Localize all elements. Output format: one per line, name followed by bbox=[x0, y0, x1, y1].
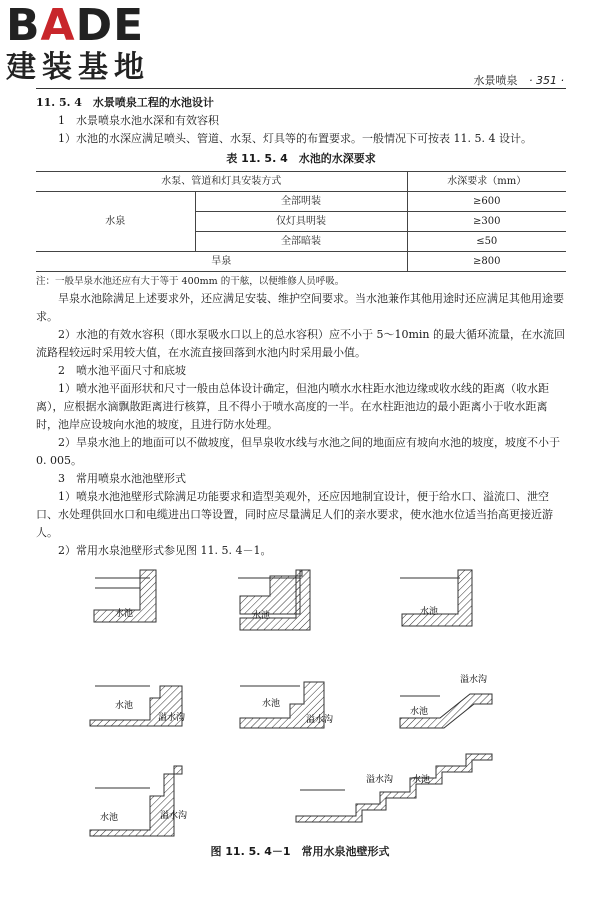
table-group-cell: 水泉 bbox=[36, 192, 195, 252]
table-cell: ≥600 bbox=[407, 192, 566, 212]
table-row bbox=[36, 192, 566, 212]
wall-diagram-d bbox=[90, 686, 185, 726]
pool-label: 水池 bbox=[252, 611, 271, 621]
table-cell: 全部暗装 bbox=[195, 232, 407, 252]
pool-label: 水池 bbox=[115, 701, 134, 711]
table-header-cell: 水深要求（mm） bbox=[407, 172, 566, 192]
gutter-label: 溢水沟 bbox=[306, 715, 334, 725]
wall-diagram-h bbox=[296, 754, 492, 822]
paragraph-5: 2）旱泉水池上的地面可以不做坡度，但旱泉收水线与水池之间的地面应有坡向水池的坡度，坡度不小于 0. 005。 bbox=[36, 436, 560, 467]
pool-label: 水池 bbox=[115, 609, 134, 619]
table-row bbox=[36, 252, 566, 272]
section-title: 11. 5. 4 水景喷泉工程的水池设计 bbox=[36, 96, 214, 109]
header-rule bbox=[36, 88, 566, 89]
paragraph-6: 1）喷泉水池池壁形式除满足功能要求和造型美观外，还应因地制宜设计，便于给水口、溢流口、泄空口、水处理供回水口和电缆进出口等设置，同时应尽量满足人们的亲水要求，使水池水位适当抬高更接近游人。 bbox=[36, 490, 553, 539]
table-cell: ≥300 bbox=[407, 212, 566, 232]
paragraph-7: 2）常用水泉池壁形式参见图 11. 5. 4－1。 bbox=[58, 544, 272, 557]
table-title: 表 11. 5. 4 水池的水深要求 bbox=[226, 152, 376, 165]
pool-label: 水池 bbox=[420, 607, 439, 617]
table-cell: ≥800 bbox=[407, 252, 566, 272]
page-body bbox=[36, 94, 566, 560]
page-number: · 351 · bbox=[529, 74, 564, 87]
table-header-row bbox=[36, 172, 566, 192]
wall-diagram-a bbox=[94, 570, 156, 622]
gutter-label: 溢水沟 bbox=[366, 775, 394, 785]
table-cell: 仅灯具明装 bbox=[195, 212, 407, 232]
pool-label: 水池 bbox=[410, 707, 429, 717]
subsection-3: 3 常用喷泉水池池壁形式 bbox=[58, 472, 186, 485]
pool-label: 水池 bbox=[262, 699, 281, 709]
subsection-1: 1 水景喷泉水池水深和有效容积 bbox=[58, 114, 219, 127]
table-cell: ≤50 bbox=[407, 232, 566, 252]
paragraph-2: 旱泉水池除满足上述要求外，还应满足安装、维护空间要求。当水池兼作其他用途时还应满足其他用途要求。 bbox=[36, 292, 564, 323]
figure-caption: 图 11. 5. 4－1 常用水泉池壁形式 bbox=[210, 845, 390, 858]
paragraph-4: 1）喷水池平面形状和尺寸一般由总体设计确定，但池内喷水水柱距水池边缘或收水线的距离（收水距离），应根据水滴飘散距离进行核算，且不得小于喷水高度的一半。在水柱距池边的最小距离小于收水距离时，池岸应设坡向水池的坡度，且进行防水处理。 bbox=[36, 382, 549, 431]
subsection-2: 2 喷水池平面尺寸和底坡 bbox=[58, 364, 186, 377]
table-cell: 全部明装 bbox=[195, 192, 407, 212]
wall-diagram-e bbox=[240, 682, 333, 728]
pool-wall-figures bbox=[0, 568, 600, 868]
pool-label: 水池 bbox=[100, 813, 119, 823]
table-cell: 旱泉 bbox=[36, 252, 407, 272]
gutter-label: 溢水沟 bbox=[160, 811, 188, 821]
table-header-cell: 水泵、管道和灯具安装方式 bbox=[36, 172, 407, 192]
paragraph-1: 1）水池的水深应满足喷头、管道、水泵、灯具等的布置要求。一般情况下可按表 11. 5. 4 设计。 bbox=[58, 132, 532, 145]
logo bbox=[6, 0, 176, 86]
logo-top-text: BADE bbox=[6, 0, 145, 51]
table-note: 注：一般旱泉水池还应有大于等于 400mm 的干舷，以便维修人员呼吸。 bbox=[36, 276, 345, 287]
pool-label: 水池 bbox=[412, 775, 431, 785]
wall-diagram-g bbox=[90, 766, 187, 836]
wall-diagram-c bbox=[400, 570, 472, 626]
logo-bottom-text: 建装基地 bbox=[6, 50, 150, 85]
wall-diagram-f bbox=[400, 673, 492, 728]
water-depth-table bbox=[36, 171, 566, 272]
header-section: 水景喷泉 bbox=[473, 74, 518, 87]
paragraph-3: 2）水池的有效水容积（即水泵吸水口以上的总水容积）应不小于 5～10min 的最大循环流量，在水流回流路程较远时采用较大值，在水流直接回落到水池内时采用最小值。 bbox=[36, 328, 566, 359]
gutter-label: 溢水沟 bbox=[158, 713, 186, 723]
wall-diagram-b bbox=[238, 570, 310, 630]
gutter-label: 溢水沟 bbox=[460, 675, 488, 685]
running-header bbox=[474, 72, 564, 88]
